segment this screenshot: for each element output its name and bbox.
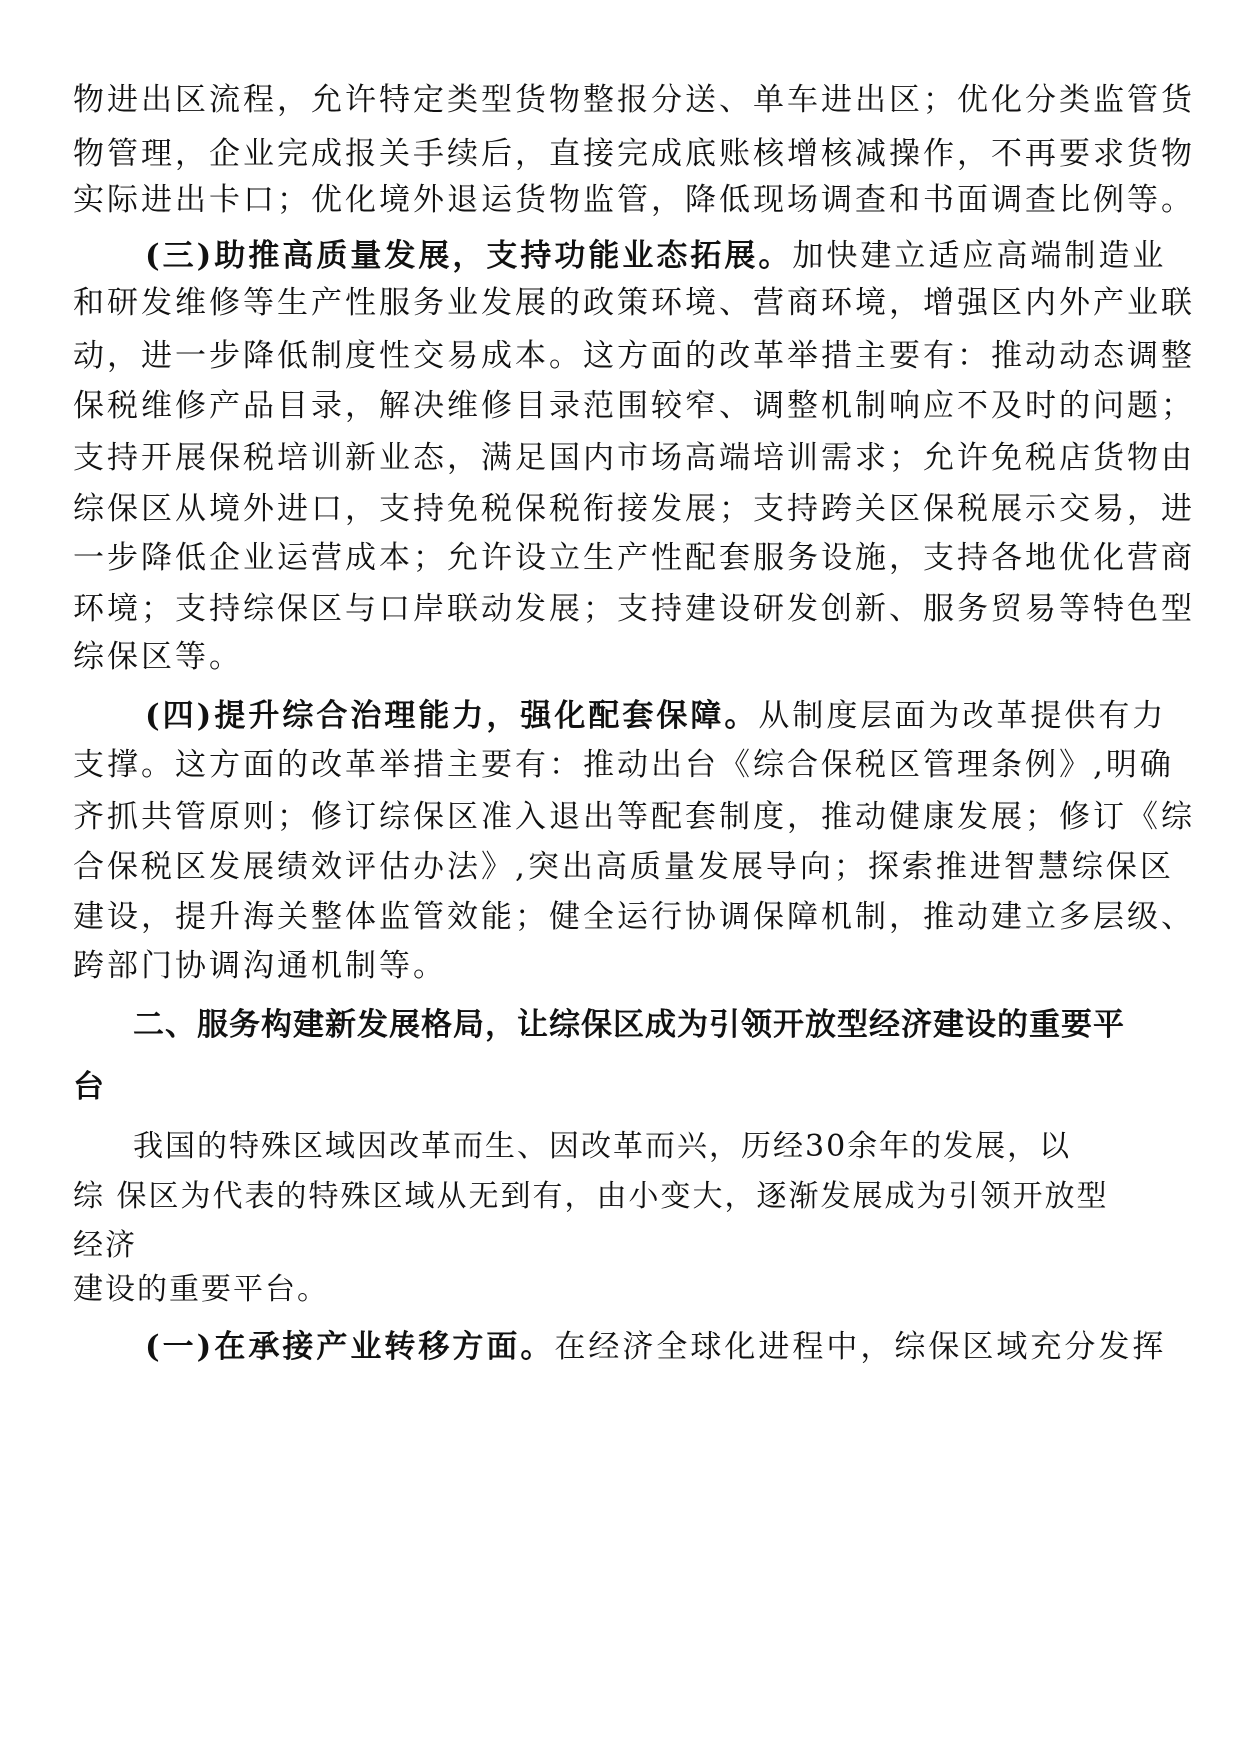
section-heading-3: (三)助推高质量发展，支持功能业态拓展。加快建立适应高端制造业: [145, 238, 1167, 274]
subsection-heading-1: (一)在承接产业转移方面。在经济全球化进程中，综保区域充分发挥: [145, 1329, 1167, 1365]
chapter-heading: 二、服务构建新发展格局，让综保区成为引领开放型经济建设的重要平: [133, 1007, 1125, 1043]
chapter-heading-continued: 台: [73, 1069, 105, 1105]
heading-bold-lead: (一)在承接产业转移方面。: [145, 1329, 555, 1365]
body-line: 综保区从境外进口，支持免税保税衔接发展；支持跨关区保税展示交易，进: [73, 491, 1195, 527]
body-line: 综保区等。: [73, 639, 243, 675]
body-line: 合保税区发展绩效评估办法》,突出高质量发展导向；探索推进智慧综保区: [73, 849, 1174, 885]
body-line: 环境；支持综保区与口岸联动发展；支持建设研发创新、服务贸易等特色型: [73, 591, 1195, 627]
body-line: 建设的重要平台。: [73, 1272, 329, 1307]
body-line: 综 保区为代表的特殊区域从无到有，由小变大，逐渐发展成为引领开放型: [73, 1179, 1109, 1214]
heading-bold-lead: (三)助推高质量发展，支持功能业态拓展。: [145, 238, 793, 274]
body-line: 保税维修产品目录，解决维修目录范围较窄、调整机制响应不及时的问题；: [73, 388, 1195, 424]
body-line: 动，进一步降低制度性交易成本。这方面的改革举措主要有：推动动态调整: [73, 338, 1195, 374]
body-line: 跨部门协调沟通机制等。: [73, 948, 447, 984]
body-line: 和研发维修等生产性服务业发展的政策环境、营商环境，增强区内外产业联: [73, 285, 1195, 321]
heading-bold-lead: (四)提升综合治理能力，强化配套保障。: [145, 698, 759, 734]
body-line: 我国的特殊区域因改革而生、因改革而兴，历经30余年的发展，以: [133, 1129, 1072, 1164]
body-line: 经济: [73, 1228, 137, 1263]
body-line: 支撑。这方面的改革举措主要有：推动出台《综合保税区管理条例》,明确: [73, 747, 1174, 783]
body-line: 物进出区流程，允许特定类型货物整报分送、单车进出区；优化分类监管货: [73, 82, 1195, 118]
body-line: 实际进出卡口；优化境外退运货物监管，降低现场调查和书面调查比例等。: [73, 182, 1195, 218]
body-line: 物管理，企业完成报关手续后，直接完成底账核增核减操作，不再要求货物: [73, 136, 1195, 172]
body-line: 齐抓共管原则；修订综保区准入退出等配套制度，推动健康发展；修订《综: [73, 799, 1195, 835]
body-line: 建设，提升海关整体监管效能；健全运行协调保障机制，推动建立多层级、: [73, 899, 1195, 935]
body-line: 一步降低企业运营成本；允许设立生产性配套服务设施，支持各地优化营商: [73, 540, 1195, 576]
section-heading-4: (四)提升综合治理能力，强化配套保障。从制度层面为改革提供有力: [145, 698, 1167, 734]
body-line: 支持开展保税培训新业态，满足国内市场高端培训需求；允许免税店货物由: [73, 440, 1195, 476]
